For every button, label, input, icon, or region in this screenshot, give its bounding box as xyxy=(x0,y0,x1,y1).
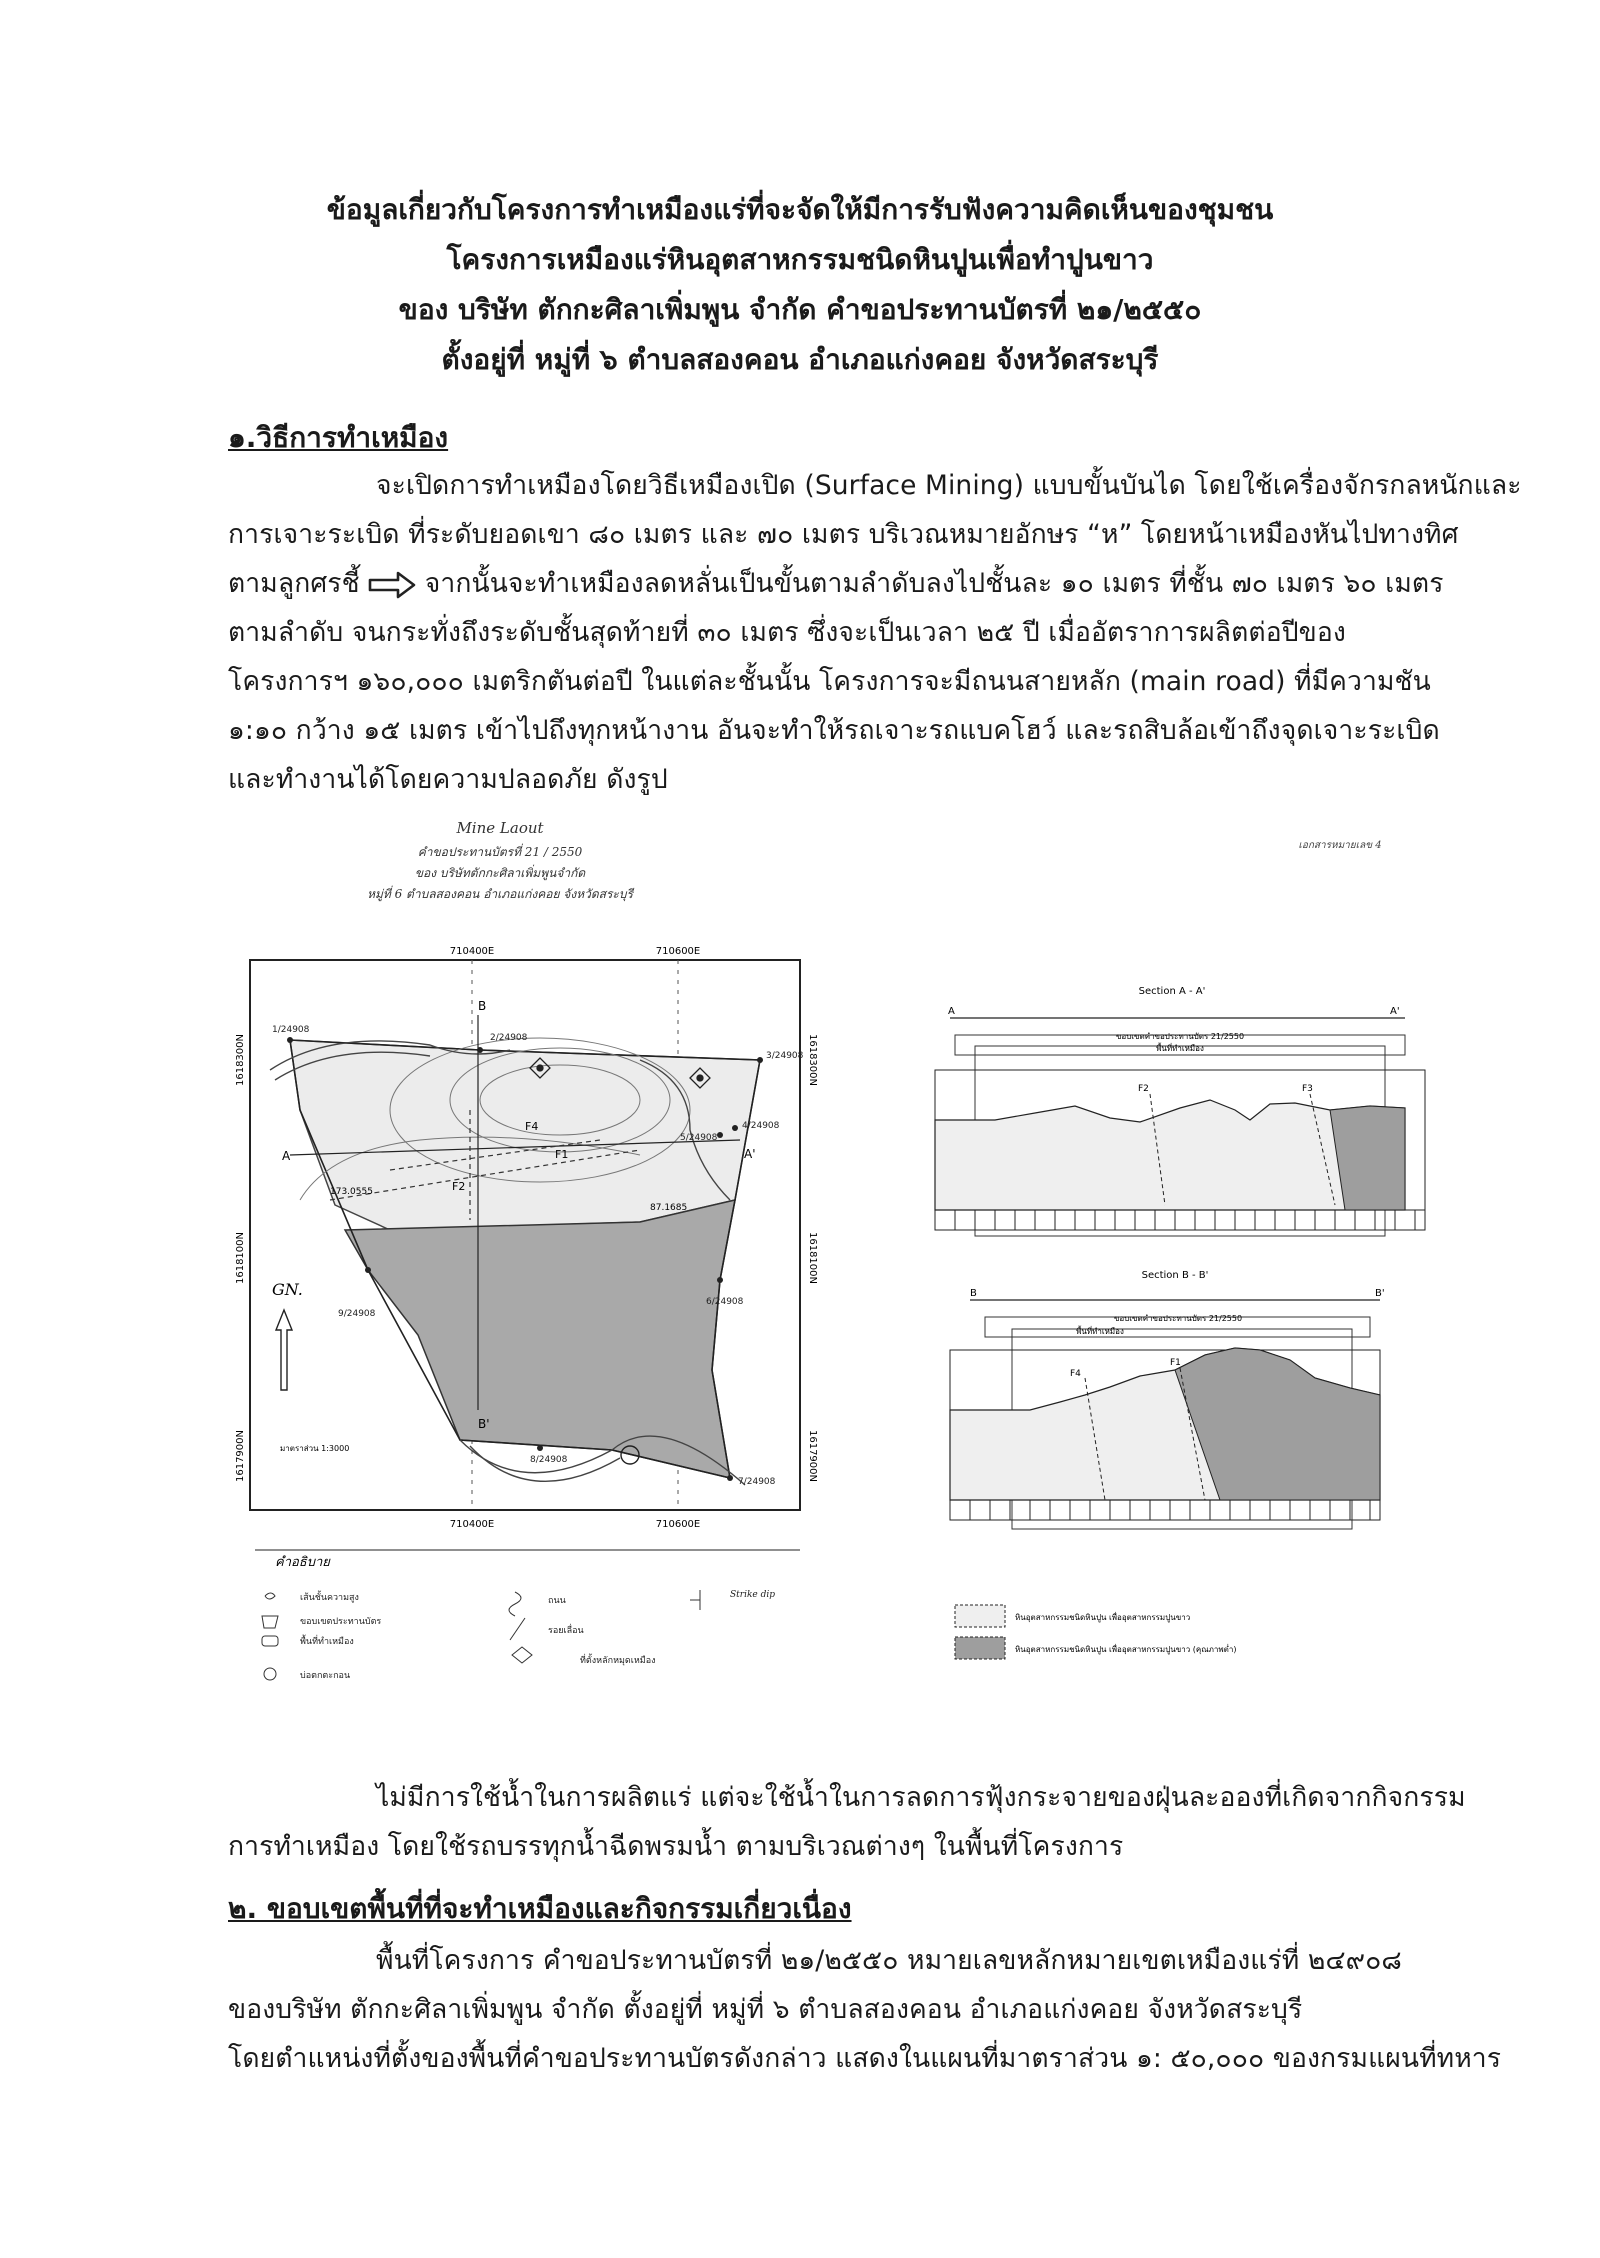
label-a-prime: A' xyxy=(744,1147,756,1161)
section-a-mine: พื้นที่ทำเหมือง xyxy=(1156,1044,1204,1053)
legend-mid-1: ถนน xyxy=(548,1596,566,1606)
map-fault-f4: F4 xyxy=(525,1120,539,1133)
section-a-title: Section A - A' xyxy=(1138,986,1206,997)
doc-title-line4: ตั้งอยู่ที่ หมู่ที่ ๖ ตำบลสองคอน อำเภอแก่งคอย จังหวัดสระบุรี xyxy=(441,343,1159,376)
legend-item-4: บ่อตกตะกอน xyxy=(300,1671,351,1681)
peg-1: 1/24908 xyxy=(272,1025,310,1035)
label-b: B xyxy=(478,999,487,1013)
peg-5: 5/24908 xyxy=(680,1133,718,1143)
legend-strike: Strike dip xyxy=(730,1590,776,1600)
map-scale: มาตราส่วน 1:3000 xyxy=(280,1444,350,1453)
section-b-left: B xyxy=(970,1288,977,1299)
mine-layout-figure xyxy=(0,810,1600,1810)
section1-para-line4: ตามลำดับ จนกระทั่งถึงระดับชั้นสุดท้ายที่ ๓๐ เมตร ซึ่งจะเป็นเวลา ๒๕ ปี เมื่ออัตราการผลิตต่อปีของ xyxy=(228,617,1346,648)
fig-hand-line1: คำขอประทานบัตรที่ 21 / 2550 xyxy=(417,845,583,859)
section-b-mine: พื้นที่ทำเหมือง xyxy=(1076,1327,1124,1336)
easting-top-left: 710400E xyxy=(449,946,495,957)
doc-title-line2: โครงการเหมืองแร่หินอุตสาหกรรมชนิดหินปูนเพื่อทำปูนขาว xyxy=(446,243,1154,276)
northing-left-mid: 1618100N xyxy=(235,1231,246,1285)
section-a-boundary: ขอบเขตคำขอประทานบัตร 21/2550 xyxy=(1115,1032,1245,1041)
map-point-1: 173.0555 xyxy=(330,1187,373,1197)
northing-left-top: 1618300N xyxy=(235,1033,246,1087)
section1-para-line2: การเจาะระเบิด ที่ระดับยอดเขา ๘๐ เมตร และ ๗๐ เมตร บริเวณหมายอักษร “ห” โดยหน้าเหมืองหันไปทางทิศ xyxy=(228,519,1459,550)
peg-4: 4/24908 xyxy=(742,1121,780,1131)
section-b-boundary: ขอบเขตคำขอประทานบัตร 21/2550 xyxy=(1113,1314,1243,1323)
easting-top-right: 710600E xyxy=(655,946,701,957)
peg-7: 7/24908 xyxy=(738,1477,776,1487)
section2-para-line2: ของบริษัท ตักกะศิลาเพิ่มพูน จำกัด ตั้งอยู่ที่ หมู่ที่ ๖ ตำบลสองคอน อำเภอแก่งคอย จังหวัดสระบุรี xyxy=(228,1994,1303,2025)
doc-title-line3: ของ บริษัท ตักกะศิลาเพิ่มพูน จำกัด คำขอประทานบัตรที่ ๒๑/๒๕๕๐ xyxy=(398,293,1202,326)
section1-para-line6: ๑:๑๐ กว้าง ๑๕ เมตร เข้าไปถึงทุกหน้างาน อันจะทำให้รถเจาะรถแบคโฮว์ และรถสิบล้อเข้าถึงจุดเจาะระเบิด xyxy=(228,715,1440,746)
section-b-right: B' xyxy=(1375,1288,1385,1299)
northing-right-top: 1618300N xyxy=(807,1033,818,1087)
legend-right-1: หินอุตสาหกรรมชนิดหินปูน เพื่ออุตสาหกรรมปูนขาว xyxy=(1015,1613,1191,1622)
map-fault-f1: F1 xyxy=(555,1148,569,1161)
peg-3: 3/24908 xyxy=(766,1051,804,1061)
map-fault-f2: F2 xyxy=(452,1180,466,1193)
legend-swatch-light xyxy=(955,1605,1005,1627)
easting-bottom-left: 710400E xyxy=(449,1519,495,1530)
easting-bottom-right: 710600E xyxy=(655,1519,701,1530)
fig-hand-line3: หมู่ที่ 6 ตำบลสองคอน อำเภอแก่งคอย จังหวัดสระบุรี xyxy=(367,887,633,901)
legend-item-2: ขอบเขตประทานบัตร xyxy=(300,1617,382,1627)
section-b-f1: F1 xyxy=(1170,1358,1181,1368)
peg-2: 2/24908 xyxy=(490,1033,528,1043)
section-b-title: Section B - B' xyxy=(1141,1270,1209,1281)
northing-left-bot: 1617900N xyxy=(235,1429,246,1483)
map-point-2: 87.1685 xyxy=(650,1203,688,1213)
legend-right-2: หินอุตสาหกรรมชนิดหินปูน เพื่ออุตสาหกรรมปูนขาว (คุณภาพต่ำ) xyxy=(1015,1645,1237,1654)
section1-para-line7: และทำงานได้โดยความปลอดภัย ดังรูป xyxy=(228,764,668,795)
legend-swatch-dark xyxy=(955,1637,1005,1659)
legend-mid-3: ที่ตั้งหลักหมุดเหมือง xyxy=(580,1656,656,1666)
water-para-line2: การทำเหมือง โดยใช้รถบรรทุกน้ำฉีดพรมน้ำ ตามบริเวณต่างๆ ในพื้นที่โครงการ xyxy=(228,1831,1124,1862)
section1-para-line3 xyxy=(228,562,1448,604)
peg-6: 6/24908 xyxy=(706,1297,744,1307)
direction-arrow-icon xyxy=(368,571,416,599)
section1-para-line3b: จากนั้นจะทำเหมืองลดหลั่นเป็นขั้นตามลำดับลงไปชั้นละ ๑๐ เมตร ที่ชั้น ๗๐ เมตร ๖๐ เมตร xyxy=(424,568,1444,599)
northing-right-mid: 1618100N xyxy=(807,1231,818,1285)
peg-9: 9/24908 xyxy=(338,1309,376,1319)
section-b-f4: F4 xyxy=(1070,1369,1081,1379)
section2-para-line3: โดยตำแหน่งที่ตั้งของพื้นที่คำขอประทานบัตรดังกล่าว แสดงในแผนที่มาตราส่วน ๑: ๕๐,๐๐๐ ของกรมแผนที่ทหาร xyxy=(228,2043,1502,2074)
legend-item-1: เส้นชั้นความสูง xyxy=(300,1593,359,1603)
label-a: A xyxy=(282,1149,291,1163)
grid-north-label: GN. xyxy=(272,1280,303,1299)
section-a-f3: F3 xyxy=(1302,1084,1313,1094)
northing-right-bot: 1617900N xyxy=(807,1429,818,1483)
section-a-right: A' xyxy=(1390,1006,1400,1017)
legend-item-3: พื้นที่ทำเหมือง xyxy=(300,1637,354,1647)
legend-mid-2: รอยเลื่อน xyxy=(548,1626,584,1636)
section-a-left: A xyxy=(948,1006,955,1017)
doc-title-line1: ข้อมูลเกี่ยวกับโครงการทำเหมืองแร่ที่จะจัดให้มีการรับฟังความคิดเห็นของชุมชน xyxy=(326,193,1274,226)
legend-title: คำอธิบาย xyxy=(275,1555,330,1570)
section2-heading: ๒. ขอบเขตพื้นที่ที่จะทำเหมืองและกิจกรรมเกี่ยวเนื่อง xyxy=(228,1892,852,1925)
fig-hand-line2: ของ บริษัทตักกะศิลาเพิ่มพูนจำกัด xyxy=(414,866,586,880)
section-a-f2: F2 xyxy=(1138,1084,1149,1094)
section1-para-line3a: ตามลูกศรชี้ xyxy=(228,568,360,599)
section1-heading: ๑.วิธีการทำเหมือง xyxy=(228,421,449,454)
peg-8: 8/24908 xyxy=(530,1455,568,1465)
section1-para-line5: โครงการฯ ๑๖๐,๐๐๐ เมตริกตันต่อปี ในแต่ละชั้นนั้น โครงการจะมีถนนสายหลัก (main road) ที่มีความชัน xyxy=(228,666,1431,697)
fig-hand-title: Mine Laout xyxy=(456,819,544,837)
fig-doc-ref: เอกสารหมายเลข 4 xyxy=(1298,840,1382,851)
section1-para-line1: จะเปิดการทำเหมืองโดยวิธีเหมืองเปิด (Surface Mining) แบบขั้นบันได โดยใช้เครื่องจักรกลหนักและ xyxy=(376,470,1522,501)
label-b-prime: B' xyxy=(478,1417,490,1431)
section2-para-line1: พื้นที่โครงการ คำขอประทานบัตรที่ ๒๑/๒๕๕๐ หมายเลขหลักหมายเขตเหมืองแร่ที่ ๒๔๙๐๘ xyxy=(376,1945,1402,1976)
water-para-line1: ไม่มีการใช้น้ำในการผลิตแร่ แต่จะใช้น้ำในการลดการฟุ้งกระจายของฝุ่นละอองที่เกิดจากกิจกรรม xyxy=(376,1782,1466,1813)
